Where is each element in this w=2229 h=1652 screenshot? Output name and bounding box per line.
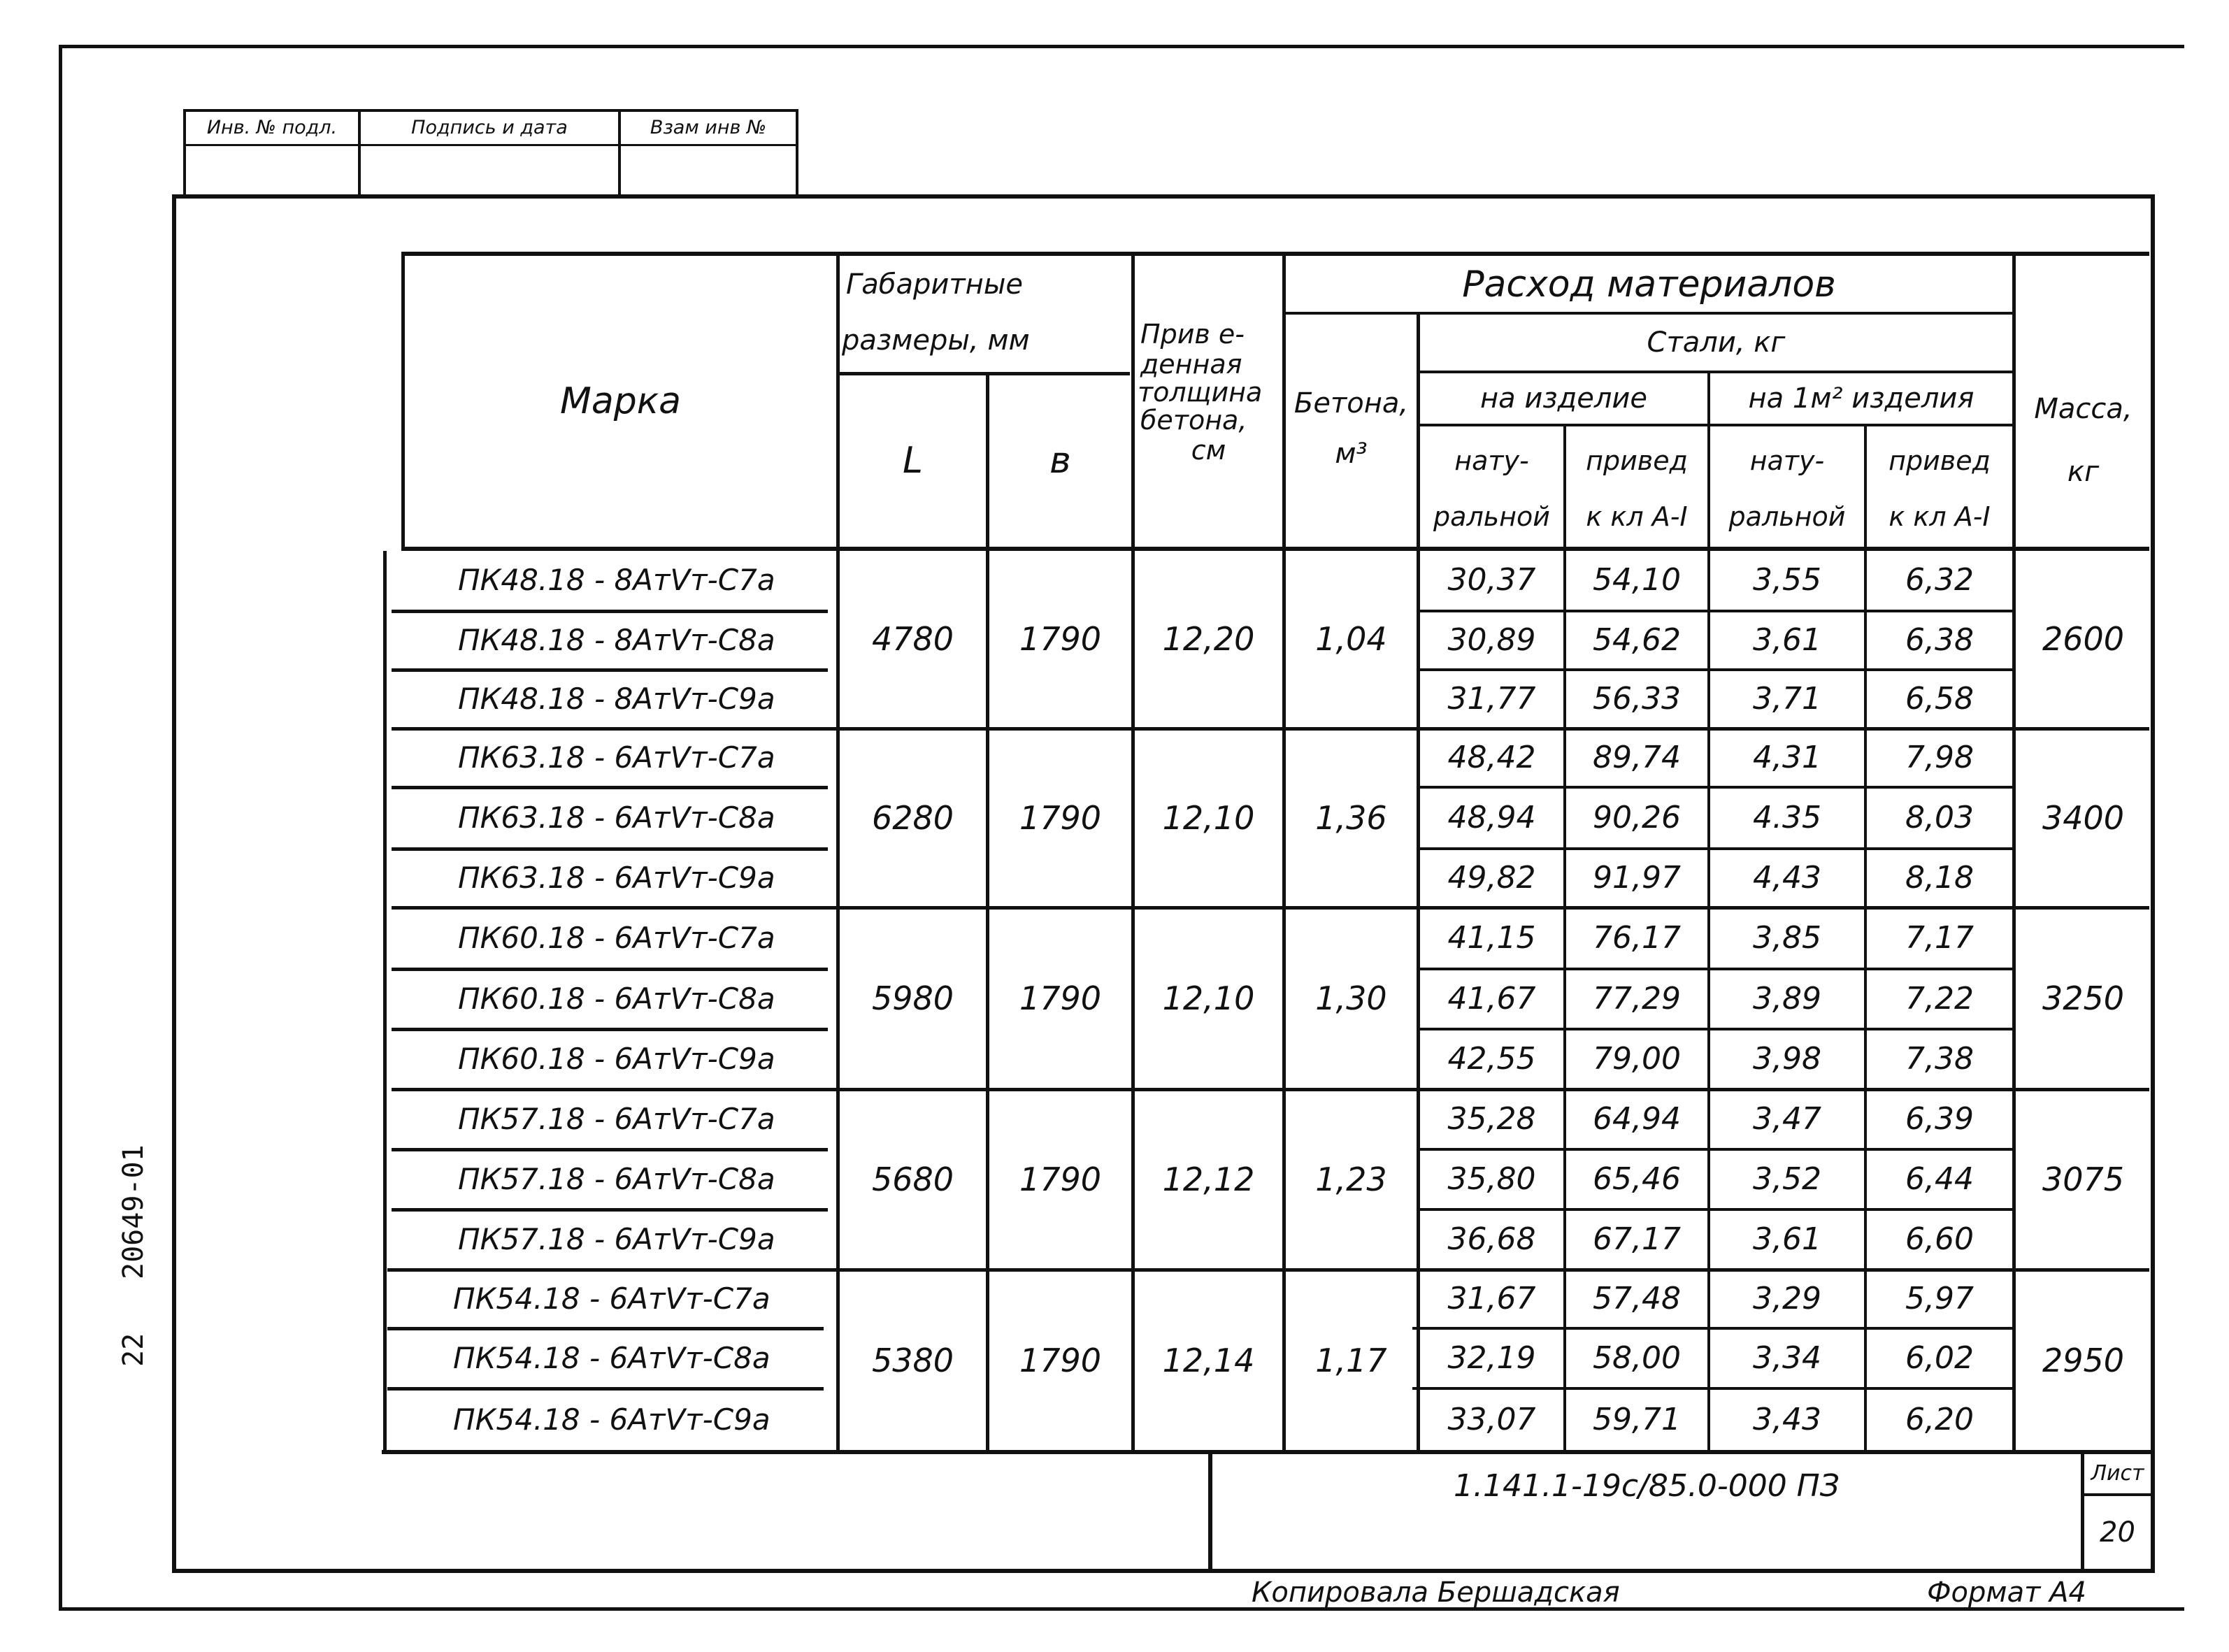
stamp-vzam: Взам инв № [650,116,767,138]
row-steel-reduced: 54,62 [1593,622,1681,659]
inner-left-border [172,194,176,1572]
row-mark: ПК63.18 - 6АтⅤт-С8а [458,800,775,835]
group-mass: 3400 [2042,799,2125,838]
priv-line-1: Прив е- [1140,319,1245,350]
row-steel-reduced: 57,48 [1593,1281,1681,1317]
row-steel-natural: 35,80 [1447,1161,1536,1198]
col-header-privk-2: к кл А-I [1586,501,1688,533]
row-steel-reduced-m2: 6,39 [1905,1101,1974,1137]
row-steel-reduced-m2: 6,32 [1905,561,1974,598]
group-thickness: 12,10 [1162,799,1255,838]
row-steel-natural: 35,28 [1447,1101,1536,1137]
col-header-gabarit-1: Габаритные [846,268,1024,301]
row-mark: ПК63.18 - 6АтⅤт-С9а [458,861,775,896]
group-concrete: 1,30 [1315,979,1387,1018]
row-steel-natural: 32,19 [1447,1340,1536,1377]
col-header-massa: Масса, [2034,393,2133,425]
list-number: 20 [2100,1516,2135,1549]
col-header-privk-m2-2: к кл А-I [1888,501,1991,533]
row-steel-natural: 48,94 [1447,800,1536,836]
group-width: 1790 [1019,979,1102,1018]
group-length: 5680 [871,1161,954,1199]
stamp-inv-podl: Инв. № подл. [206,116,338,138]
row-steel-natural-m2: 3,43 [1753,1402,1821,1438]
group-width: 1790 [1019,1161,1102,1199]
row-mark: ПК60.18 - 6АтⅤт-С8а [458,982,775,1017]
group-mass: 2950 [2042,1342,2125,1380]
row-steel-reduced-m2: 5,97 [1905,1281,1974,1317]
row-steel-reduced: 59,71 [1593,1402,1681,1438]
row-steel-natural: 30,89 [1447,622,1536,659]
group-concrete: 1,04 [1315,619,1387,658]
row-steel-reduced: 89,74 [1593,740,1681,776]
group-mass: 3250 [2042,979,2125,1018]
group-thickness: 12,12 [1162,1161,1255,1199]
row-mark: ПК54.18 - 6АтⅤт-С7а [453,1281,771,1316]
row-mark: ПК48.18 - 8АтⅤт-С9а [458,682,775,717]
row-mark: ПК48.18 - 8АтⅤт-С7а [458,562,775,597]
col-header-na-izdelie: на изделие [1479,382,1648,415]
row-steel-reduced-m2: 6,20 [1905,1402,1974,1438]
row-mark: ПК60.18 - 6АтⅤт-С7а [458,921,775,956]
row-steel-reduced-m2: 7,17 [1905,920,1974,956]
list-label: Лист [2091,1461,2144,1486]
group-length: 5980 [871,979,954,1018]
group-width: 1790 [1019,619,1102,658]
inner-bottom-border [172,1569,2155,1573]
row-steel-reduced-m2: 7,98 [1905,740,1974,776]
row-steel-natural-m2: 3,55 [1753,561,1821,598]
row-steel-reduced: 91,97 [1593,860,1681,896]
row-steel-natural: 41,67 [1447,981,1536,1017]
col-header-privk-1: привед [1586,445,1688,477]
col-header-rashod: Расход материалов [1462,263,1836,306]
row-steel-reduced-m2: 8,18 [1905,860,1974,896]
group-length: 4780 [871,619,954,658]
row-steel-natural-m2: 3,34 [1753,1340,1821,1377]
footer-format: Формат А4 [1927,1576,2086,1609]
row-steel-natural-m2: 3,98 [1753,1041,1821,1077]
row-steel-reduced: 90,26 [1593,800,1681,836]
priv-line-2: денная [1140,349,1242,380]
row-mark: ПК57.18 - 6АтⅤт-С9а [458,1222,775,1257]
row-steel-natural: 31,67 [1447,1281,1536,1317]
side-document-number: 20649-01 [117,1144,150,1279]
outer-bottom-border [59,1607,2184,1611]
row-steel-reduced: 58,00 [1593,1340,1681,1377]
priv-line-3: толщина [1138,377,1263,408]
col-header-priv [1135,319,1282,467]
row-steel-reduced: 67,17 [1593,1221,1681,1258]
row-steel-reduced-m2: 6,60 [1905,1221,1974,1258]
col-header-kg: кг [2067,456,2100,488]
priv-line-4: бетона, [1140,405,1247,436]
col-header-stali: Стали, кг [1647,326,1786,359]
row-steel-reduced-m2: 6,38 [1905,622,1974,659]
row-steel-reduced: 64,94 [1593,1101,1681,1137]
col-header-betona: Бетона, [1293,387,1409,419]
group-concrete: 1,36 [1315,799,1387,838]
group-width: 1790 [1019,1342,1102,1380]
row-steel-natural-m2: 4,43 [1753,860,1821,896]
row-steel-reduced-m2: 7,38 [1905,1041,1974,1077]
inner-top-border [172,194,2155,199]
row-mark: ПК48.18 - 8АтⅤт-С8а [458,623,775,658]
stamp-podpis: Подпись и дата [411,116,568,138]
group-length: 5380 [871,1342,954,1380]
col-header-L: L [903,440,923,482]
group-thickness: 12,14 [1162,1342,1255,1380]
priv-line-5: см [1191,435,1226,466]
row-steel-reduced: 77,29 [1593,981,1681,1017]
side-page-number: 22 [117,1333,150,1367]
row-mark: ПК60.18 - 6АтⅤт-С9а [458,1042,775,1077]
row-steel-reduced-m2: 6,58 [1905,681,1974,717]
outer-left-border [59,45,62,1611]
footer-copied-by: Копировала Бершадская [1252,1576,1620,1609]
col-header-gabarit-2: размеры, мм [842,324,1030,357]
row-steel-natural-m2: 3,29 [1753,1281,1821,1317]
row-steel-reduced: 79,00 [1593,1041,1681,1077]
row-steel-reduced-m2: 6,44 [1905,1161,1974,1198]
col-header-m3: м³ [1335,438,1368,470]
row-steel-natural-m2: 3,52 [1753,1161,1821,1198]
row-steel-natural-m2: 4,31 [1753,740,1821,776]
row-steel-reduced-m2: 6,02 [1905,1340,1974,1377]
row-steel-natural-m2: 3,85 [1753,920,1821,956]
row-steel-natural-m2: 4.35 [1753,800,1821,836]
col-header-natur-2: ральной [1433,501,1550,533]
col-header-marka: Марка [559,380,681,422]
col-header-na-m2: на 1м² изделия [1748,382,1974,415]
group-concrete: 1,17 [1315,1342,1387,1380]
row-mark: ПК63.18 - 6АтⅤт-С7а [458,740,775,775]
row-mark: ПК57.18 - 6АтⅤт-С8а [458,1162,775,1197]
group-thickness: 12,20 [1162,619,1255,658]
row-steel-reduced: 65,46 [1593,1161,1681,1198]
col-header-B: в [1049,440,1071,482]
row-steel-natural: 41,15 [1447,920,1536,956]
row-steel-natural-m2: 3,47 [1753,1101,1821,1137]
row-steel-reduced: 56,33 [1593,681,1681,717]
col-header-natur-m2-2: ральной [1728,501,1846,533]
group-mass: 2600 [2042,619,2125,658]
row-steel-natural: 36,68 [1447,1221,1536,1258]
group-mass: 3075 [2042,1161,2125,1199]
row-steel-natural-m2: 3,89 [1753,981,1821,1017]
row-steel-natural-m2: 3,71 [1753,681,1821,717]
row-steel-natural-m2: 3,61 [1753,622,1821,659]
doc-code: 1.141.1-19с/85.0-000 ПЗ [1454,1467,1840,1504]
group-length: 6280 [871,799,954,838]
row-steel-reduced-m2: 7,22 [1905,981,1974,1017]
group-thickness: 12,10 [1162,979,1255,1018]
group-width: 1790 [1019,799,1102,838]
col-header-natur-1: нату- [1454,445,1529,477]
row-mark: ПК57.18 - 6АтⅤт-С7а [458,1102,775,1137]
col-header-natur-m2-1: нату- [1749,445,1825,477]
row-steel-natural: 31,77 [1447,681,1536,717]
row-steel-natural: 49,82 [1447,860,1536,896]
outer-top-border [59,45,2184,48]
col-header-privk-m2-1: привед [1888,445,1991,477]
row-steel-natural-m2: 3,61 [1753,1221,1821,1258]
row-steel-natural: 33,07 [1447,1402,1536,1438]
row-steel-reduced-m2: 8,03 [1905,800,1974,836]
group-concrete: 1,23 [1315,1161,1387,1199]
row-steel-reduced: 76,17 [1593,920,1681,956]
row-steel-natural: 30,37 [1447,561,1536,598]
row-steel-reduced: 54,10 [1593,561,1681,598]
row-steel-natural: 48,42 [1447,740,1536,776]
row-mark: ПК54.18 - 6АтⅤт-С8а [453,1341,771,1376]
row-steel-natural: 42,55 [1447,1041,1536,1077]
row-mark: ПК54.18 - 6АтⅤт-С9а [453,1402,771,1437]
